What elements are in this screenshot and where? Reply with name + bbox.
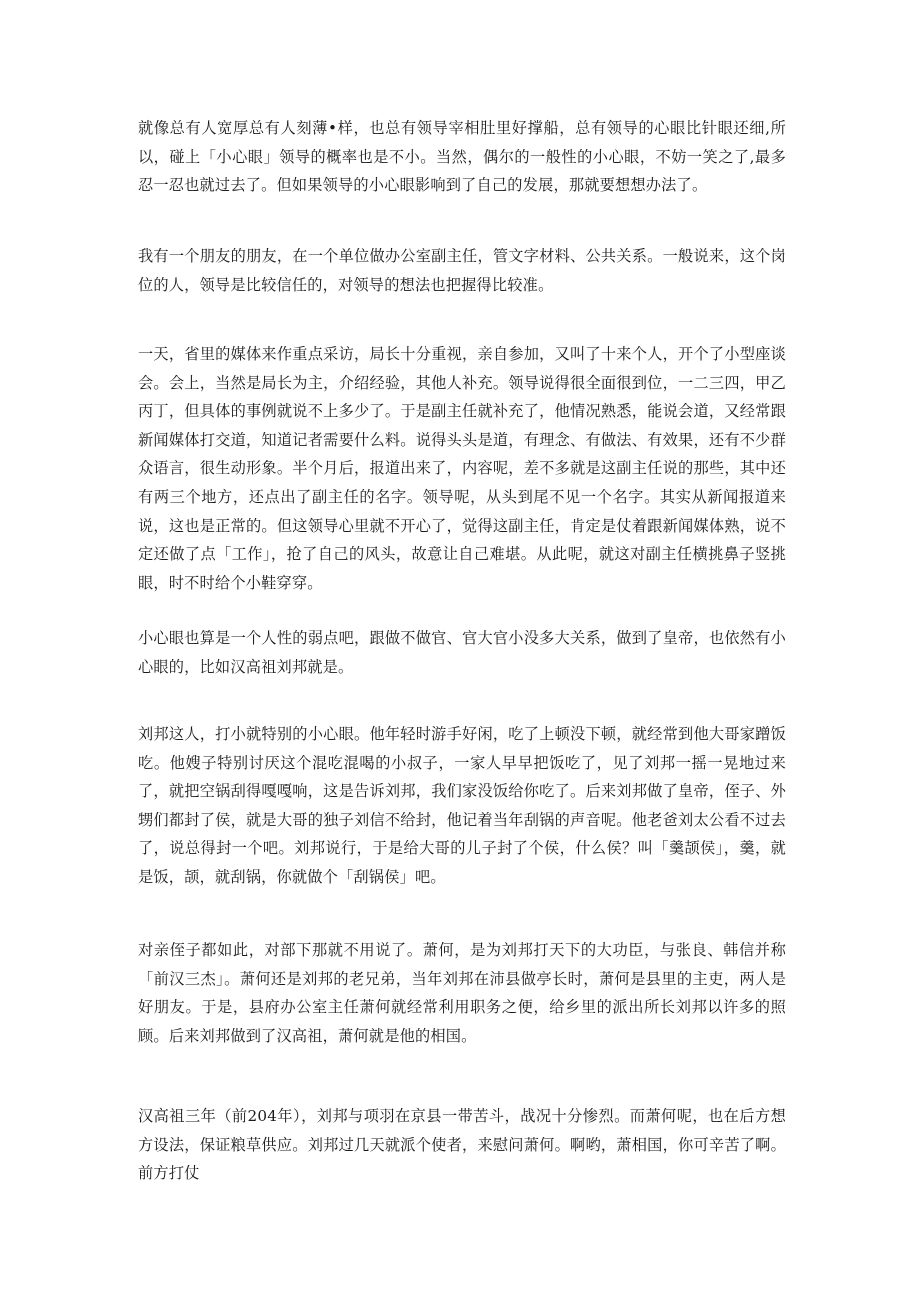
paragraph-4: 小心眼也算是一个人性的弱点吧，跟做不做官、官大官小没多大关系，做到了皇帝，也依然有小心眼的，比如汉高祖刘邦就是。 xyxy=(138,629,786,676)
paragraph-2: 我有一个朋友的朋友，在一个单位做办公室副主任，管文字材料、公共关系。一般说来，这个岗位的人，领导是比较信任的，对领导的想法也把握得比较准。 xyxy=(138,247,786,294)
paragraph-7: 汉高祖三年（前204年），刘邦与项羽在京县一带苦斗，战况十分惨烈。而萧何呢，也在后方想方设法，保证粮草供应。刘邦过几天就派个使者，来慰问萧何。啊哟，萧相国，你可辛苦了啊。前方打仗 xyxy=(138,1107,786,1183)
paragraph-1: 就像总有人宽厚总有人刻薄•样，也总有领导宰相肚里好撑船，总有领导的心眼比针眼还细,所以，碰上「小心眼」领导的概率也是不小。当然，偶尔的一般性的小心眼，不妨一笑之了,最多忍一忍也就过去了。但如果领导的小心眼影响到了自己的发展，那就要想想办法了。 xyxy=(138,119,786,195)
paragraph-5: 刘邦这人，打小就特别的小心眼。他年轻时游手好闲，吃了上顿没下顿，就经常到他大哥家蹭饭吃。他嫂子特别讨厌这个混吃混喝的小叔子，一家人早早把饭吃了，见了刘邦一摇一晃地过来了，就把空锅刮得嘎嘎响，这是告诉刘邦，我们家没饭给你吃了。后来刘邦做了皇帝，侄子、外甥们都封了侯，就是大哥的独子刘信不给封，他记着当年刮锅的声音呢。他老爸刘太公看不过去了，说总得封一个吧。刘邦说行，于是给大哥的儿子封了个侯，什么侯？叫「羹颉侯」，羹，就是饭，颉，就刮锅，你就做个「刮锅侯」吧。 xyxy=(138,725,786,886)
paragraph-3: 一天，省里的媒体来作重点采访，局长十分重视，亲自参加，又叫了十来个人，开个了小型座谈会。会上，当然是局长为主，介绍经验，其他人补充。领导说得很全面很到位，一二三四，甲乙丙丁，但具体的事例就说不上多少了。于是副主任就补充了，他情况熟悉，能说会道，又经常跟新闻媒体打交道，知道记者需要什么料。说得头头是道，有理念、有做法、有效果，还有不少群众语言，很生动形象。半个月后，报道出来了，内容呢，差不多就是这副主任说的那些，其中还有两三个地方，还点出了副主任的名字。领导呢，从头到尾不见一个名字。其实从新闻报道来说，这也是正常的。但这领导心里就不开心了，觉得这副主任，肯定是仗着跟新闻媒体熟，说不定还做了点「工作」，抢了自己的风头，故意让自己难堪。从此呢，就这对副主任横挑鼻子竖挑眼，时不时给个小鞋穿穿。 xyxy=(138,345,786,592)
paragraph-6: 对亲侄子都如此，对部下那就不用说了。萧何，是为刘邦打天下的大功臣，与张良、韩信并称「前汉三杰」。萧何还是刘邦的老兄弟，当年刘邦在沛县做亭长时，萧何是县里的主吏，两人是好朋友。于是，县府办公室主任萧何就经常利用职务之便，给乡里的派出所长刘邦以许多的照顾。后来刘邦做到了汉高祖，萧何就是他的相国。 xyxy=(138,941,786,1045)
